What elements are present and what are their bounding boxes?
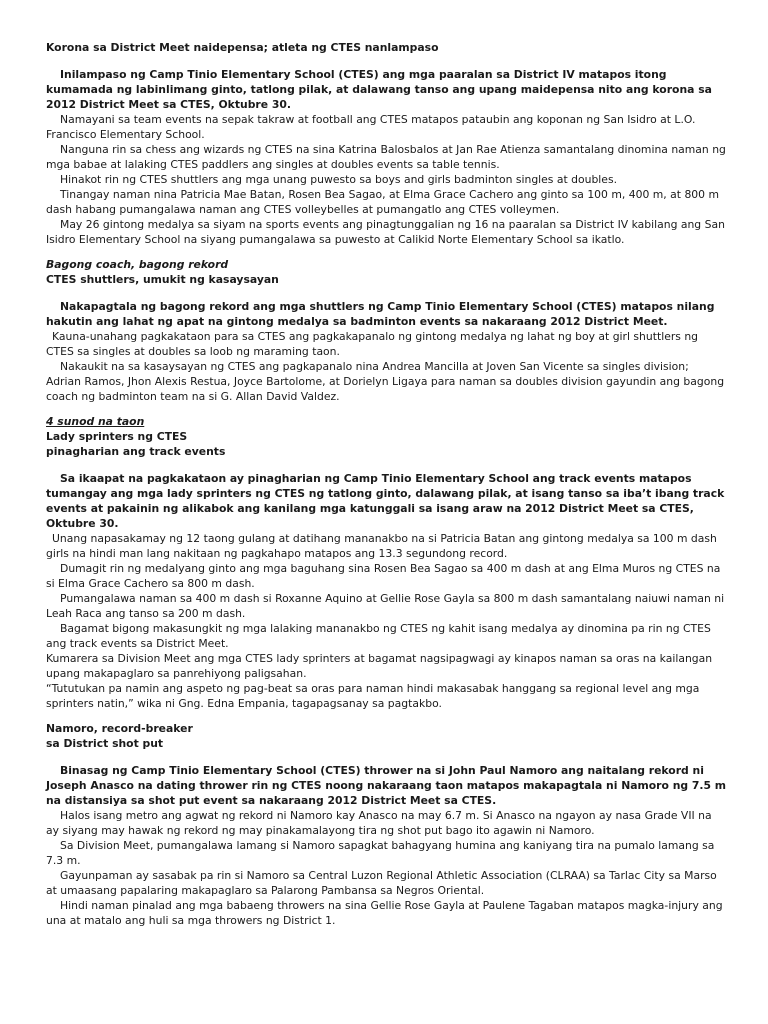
article-paragraph: Namayani sa team events na sepak takraw at football ang CTES matapos pataubin ang koponan ng San Isidro at L.O. Francisco Elementary School. xyxy=(46,113,696,141)
article-quote: “Tututukan pa namin ang aspeto ng pag-beat sa oras para naman hindi makasabak hanggang sa regional level ang mga sprinters natin,” wika ni Gng. Edna Empania, tagapagsanay sa pagtakbo. xyxy=(46,682,700,710)
article-heading-line-2: sa District shot put xyxy=(46,737,164,750)
article-lead-paragraph: Nakapagtala ng bagong rekord ang mga shuttlers ng Camp Tinio Elementary School (CTES) matapos nilang hakutin ang lahat ng apat na gintong medalya sa badminton events sa nakaraang 2012 District Meet. xyxy=(46,300,715,328)
article-paragraph: Nanguna rin sa chess ang wizards ng CTES na sina Katrina Balosbalos at Jan Rae Atienza samantalang dinomina naman ng mga babae at lalaking CTES paddlers ang singles at doubles events sa table tennis. xyxy=(46,143,726,171)
article-lady-sprinters xyxy=(46,414,726,711)
article-heading: CTES shuttlers, umukit ng kasaysayan xyxy=(46,273,279,286)
article-kicker: Bagong coach, bagong rekord xyxy=(46,258,229,271)
article-shuttlers xyxy=(46,257,726,404)
article-paragraph: Gayunpaman ay sasabak pa rin si Namoro sa Central Luzon Regional Athletic Association (CLRAA) sa Tarlac City sa Marso at umaasang papalaring makapaglaro sa Palarong Pambansa sa Negros Oriental. xyxy=(46,869,717,897)
article-paragraph: Hinakot rin ng CTES shuttlers ang mga unang puwesto sa boys and girls badminton singles at doubles. xyxy=(60,173,618,186)
article-lead-paragraph: Binasag ng Camp Tinio Elementary School (CTES) thrower na si John Paul Namoro ang naitalang rekord ni Joseph Anasco na dating thrower rin ng CTES noong nakaraang taon matapos makapagtala ni Namoro ng 7.5 m na distansiya sa shot put event sa nakaraang 2012 District Meet sa CTES. xyxy=(46,764,726,807)
article-district-meet xyxy=(46,40,726,247)
article-lead-paragraph: Sa ikaapat na pagkakataon ay pinagharian ng Camp Tinio Elementary School ang track events matapos tumangay ang mga lady sprinters ng CTES ng tatlong ginto, dalawang pilak, at isang tanso sa iba’t ibang track events at pakainin ng alikabok ang kanilang mga katunggali sa isang araw na 2012 District Meet sa CTES, Oktubre 30. xyxy=(46,472,725,530)
article-paragraph: Pumangalawa naman sa 400 m dash si Roxanne Aquino at Gellie Rose Gayla sa 800 m dash samantalang naiuwi naman ni Leah Raca ang tanso sa 200 m dash. xyxy=(46,592,725,620)
article-paragraph: Unang napasakamay ng 12 taong gulang at datihang mananakbo na si Patricia Batan ang gintong medalya sa 100 m dash girls na hindi man lang nakitaan ng pagkahapo matapos ang 13.3 segundong record. xyxy=(46,532,717,560)
article-heading-line-2: pinagharian ang track events xyxy=(46,445,226,458)
article-kicker: 4 sunod na taon xyxy=(46,415,145,428)
article-paragraph: Tinangay naman nina Patricia Mae Batan, Rosen Bea Sagao, at Elma Grace Cachero ang ginto sa 100 m, 400 m, at 800 m dash habang pumangalawa naman ang CTES volleybelles at pumangatlo ang CTES volleymen. xyxy=(46,188,719,216)
article-heading: Korona sa District Meet naidepensa; atleta ng CTES nanlampaso xyxy=(46,41,439,54)
article-heading-line-1: Lady sprinters ng CTES xyxy=(46,430,188,443)
article-paragraph: Kumarera sa Division Meet ang mga CTES lady sprinters at bagamat nagsipagwagi ay kinapos naman sa oras na kailangan upang makapaglaro sa panrehiyong paligsahan. xyxy=(46,652,713,680)
article-paragraph: Bagamat bigong makasungkit ng mga lalaking mananakbo ng CTES ng kahit isang medalya ay dinomina pa rin ng CTES ang track events sa District Meet. xyxy=(46,622,711,650)
article-paragraph: Halos isang metro ang agwat ng rekord ni Namoro kay Anasco na may 6.7 m. Si Anasco na ngayon ay nasa Grade VII na ay siyang may hawak ng rekord ng may pinakamalayong tira ng shot put bago ito agawin ni Namoro. xyxy=(46,809,712,837)
article-paragraph: Dumagit rin ng medalyang ginto ang mga baguhang sina Rosen Bea Sagao sa 400 m dash at ang Elma Muros ng CTES na si Elma Grace Cachero sa 800 m dash. xyxy=(46,562,721,590)
article-paragraph: Hindi naman pinalad ang mga babaeng throwers na sina Gellie Rose Gayla at Paulene Tagaban matapos magka-injury ang una at matalo ang huli sa mga throwers ng District 1. xyxy=(46,899,723,927)
article-paragraph: Nakaukit na sa kasaysayan ng CTES ang pagkapanalo nina Andrea Mancilla at Joven San Vicente sa singles division; Adrian Ramos, Jhon Alexis Restua, Joyce Bartolome, at Dorielyn Ligaya para naman sa doubles division gayundin ang bagong coach ng badminton team na si G. Allan David Valdez. xyxy=(46,360,725,403)
article-paragraph: Kauna-unahang pagkakataon para sa CTES ang pagkakapanalo ng gintong medalya ng lahat ng boy at girl shuttlers ng CTES sa singles at doubles sa loob ng maraming taon. xyxy=(46,330,699,358)
article-namoro xyxy=(46,721,726,928)
article-paragraph: Sa Division Meet, pumangalawa lamang si Namoro sapagkat bahagyang humina ang kaniyang tira na pumalo lamang sa 7.3 m. xyxy=(46,839,715,867)
article-lead-paragraph: Inilampaso ng Camp Tinio Elementary School (CTES) ang mga paaralan sa District IV matapos itong kumamada ng labinlimang ginto, tatlong pilak, at dalawang tanso ang upang maidepensa nito ang korona sa 2012 District Meet sa CTES, Oktubre 30. xyxy=(46,68,712,111)
article-paragraph: May 26 gintong medalya sa siyam na sports events ang pinagtunggalian ng 16 na paaralan sa District IV kabilang ang San Isidro Elementary School na siyang pumangalawa sa puwesto at Calikid Norte Elementary School sa ikatlo. xyxy=(46,218,725,246)
article-heading-line-1: Namoro, record-breaker xyxy=(46,722,193,735)
